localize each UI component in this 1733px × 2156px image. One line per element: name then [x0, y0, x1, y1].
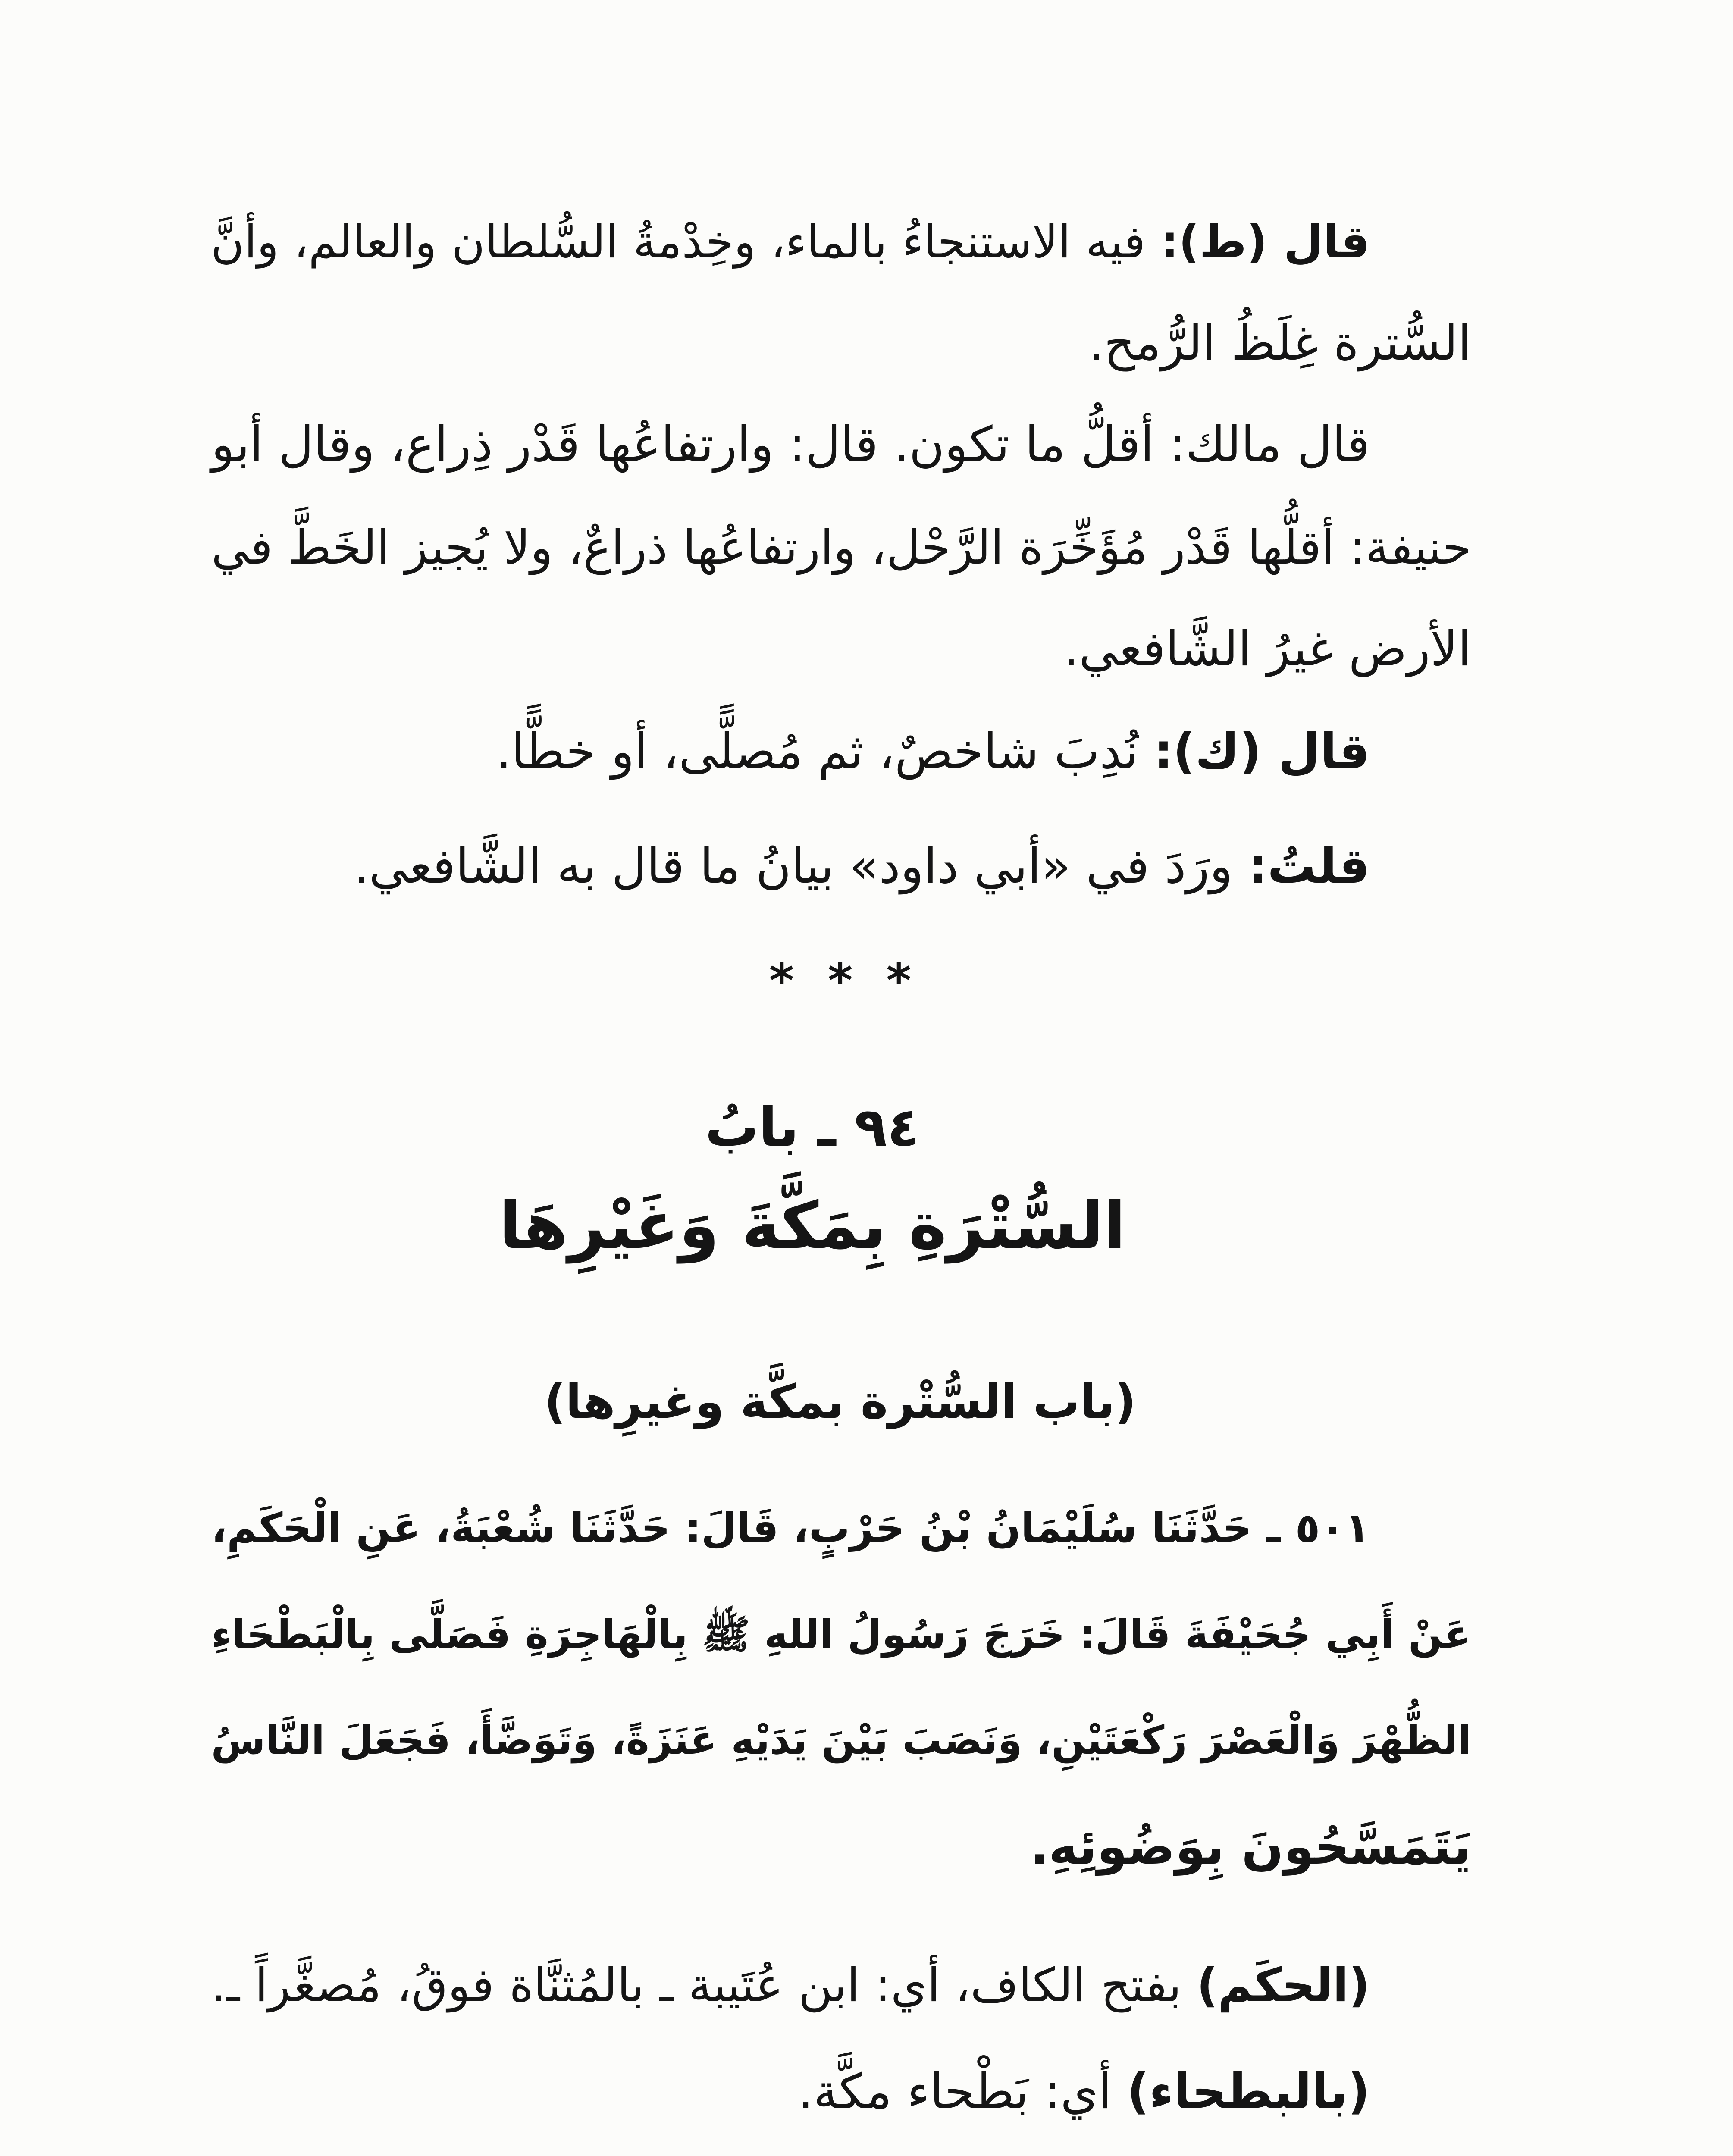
commentary-line [209, 708, 1370, 795]
line-text: الأرض غيرُ الشَّافعي. [1063, 621, 1471, 677]
line-text: بفتح الكاف، أي: ابن عُتَيبة ـ بالمُثنَّاة فوقُ، مُصغَّراً ـ. [211, 1959, 1182, 2012]
term-label: (الحكَم) [1197, 1959, 1370, 2012]
chapter-number: ٩٤ ـ بابُ [705, 1097, 920, 1159]
chapter-commentary-heading: (باب السُّتْرة بمكَّة وغيرِها) [544, 1375, 1136, 1429]
line-content [496, 708, 1370, 795]
author-note-label: قلتُ: [1248, 838, 1370, 894]
line-content [211, 1485, 1370, 1571]
line-text: نُدِبَ شاخصٌ، ثم مُصلًّى، أو خطًّا. [496, 724, 1139, 780]
line-text: أي: بَطْحاء مكَّة. [798, 2064, 1112, 2120]
line-content [211, 401, 1370, 488]
line-content [211, 199, 1370, 285]
section-separator: * * * [769, 953, 912, 1008]
line-text: ورَدَ في «أبي داود» بيانُ ما قال به الشَّافعي. [354, 838, 1233, 894]
line-text: الظُّهْرَ وَالْعَصْرَ رَكْعَتَيْنِ، وَنَصَبَ بَيْنَ يَدَيْهِ عَنَزَةً، وَتَوَضَّأَ، فَجَعَلَ النَّاسُ [211, 1717, 1471, 1763]
commentary-line [209, 401, 1370, 488]
line-text: حنيفة: أقلُّها قَدْر مُؤَخِّرَة الرَّحْل، وارتفاعُها ذراعٌ، ولا يُجيز الخَطَّ في [211, 520, 1471, 575]
line-content [211, 1591, 1471, 1677]
source-label: قال (ط): [1160, 215, 1370, 268]
line-text: ٥٠١ ـ حَدَّثَنَا سُلَيْمَانُ بْنُ حَرْبٍ، قَالَ: حَدَّثَنَا شُعْبَةُ، عَنِ الْحَكَمِ، [211, 1504, 1370, 1552]
chapter-title: السُّتْرَةِ بِمَكَّةَ وَغَيْرِهَا [499, 1188, 1126, 1263]
line-content [1088, 300, 1471, 386]
commentary-line [209, 1943, 1370, 2029]
line-text: فيه الاستنجاءُ بالماء، وخِدْمةُ السُّلطان والعالم، وأنَّ [211, 215, 1146, 268]
line-content [1030, 1804, 1471, 1890]
commentary-line [209, 505, 1471, 591]
hadith-line [209, 1804, 1471, 1890]
commentary-line [209, 199, 1370, 285]
source-label: قال (ك): [1153, 724, 1370, 780]
term-label: (بالبطحاء) [1127, 2064, 1370, 2120]
line-text: قال مالك: أقلُّ ما تكون. قال: وارتفاعُها قَدْر ذِراع، وقال أبو [211, 417, 1370, 473]
hadith-line [209, 1591, 1471, 1677]
line-content [354, 823, 1370, 909]
line-text: السُّترة غِلَظُ الرُّمح. [1088, 315, 1471, 371]
line-content [1063, 606, 1471, 692]
commentary-line [209, 823, 1370, 909]
commentary-line [209, 2049, 1370, 2135]
hadith-line [209, 1485, 1370, 1571]
line-text: يَتَمَسَّحُونَ بِوَضُوئِهِ. [1030, 1818, 1471, 1875]
line-content [798, 2049, 1370, 2135]
commentary-line [209, 300, 1471, 386]
line-content [211, 505, 1471, 591]
hadith-line [209, 1697, 1471, 1783]
commentary-line [209, 606, 1471, 692]
line-content [211, 1697, 1472, 1783]
line-text: عَنْ أَبِي جُحَيْفَةَ قَالَ: خَرَجَ رَسُولُ اللهِ ﷺ بِالْهَاجِرَةِ فَصَلَّى بِالْبَطْحَاءِ [211, 1611, 1471, 1658]
line-content [211, 1943, 1370, 2029]
